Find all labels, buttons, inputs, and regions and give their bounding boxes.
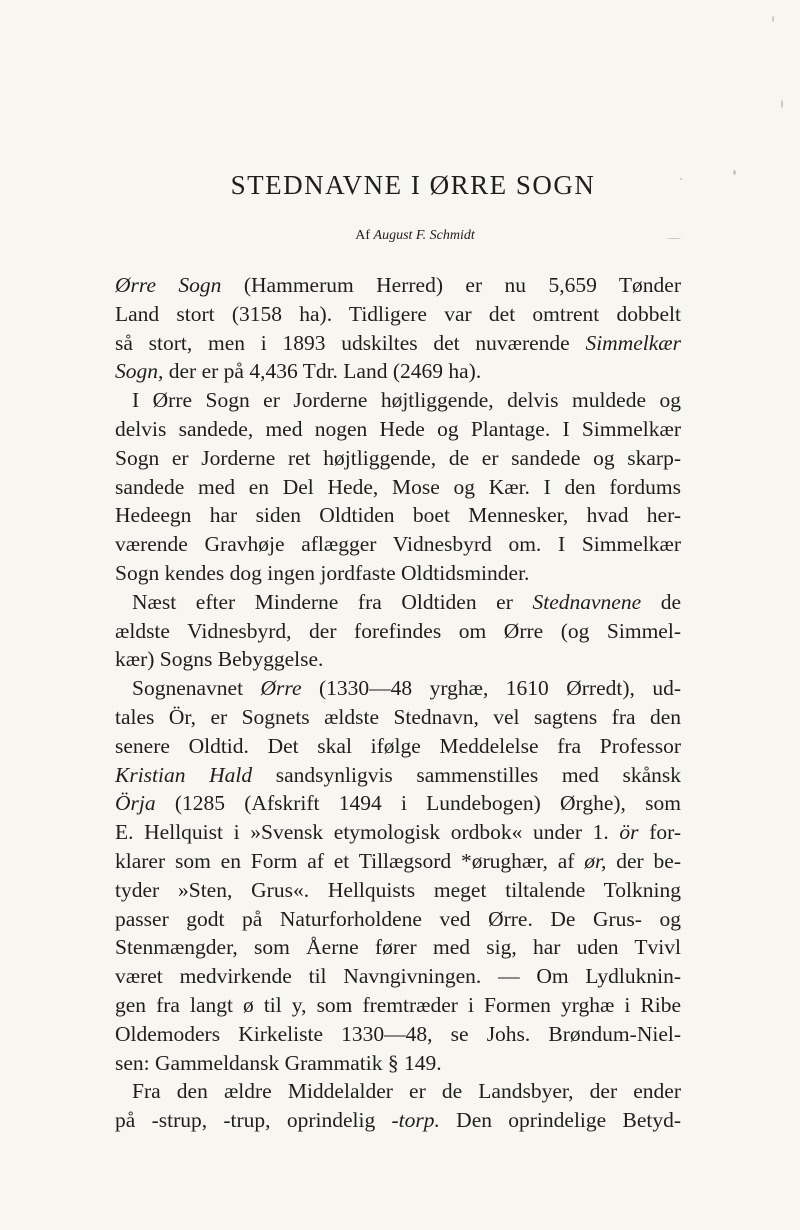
text-line (115, 530, 681, 558)
text-line (115, 876, 681, 904)
text-segment: (1330—48 yrghæ, 1610 Ørredt), ud- (301, 676, 681, 701)
paper-speck (772, 16, 774, 22)
italic-text: -torp. (391, 1108, 440, 1133)
text-line (115, 1106, 681, 1134)
text-segment: (Hammerum Herred) er nu 5,659 Tønder (221, 273, 681, 297)
text-line (115, 501, 681, 529)
text-segment: Stenmængder, som Åerne fører med sig, har uden Tvivl (115, 935, 681, 960)
text-line (115, 962, 681, 990)
text-segment: for- (638, 820, 681, 845)
text-segment: kær) Sogns Bebyggelse. (115, 647, 324, 672)
text-segment: tyder »Sten, Grus«. Hellquists meget tiltalende Tolkning (115, 877, 681, 902)
text-segment: passer godt på Naturforholdene ved Ørre. De Grus- og (115, 906, 681, 931)
text-segment: så stort, men i 1893 udskiltes det nuværende (115, 330, 586, 355)
text-line (132, 674, 681, 702)
text-line (115, 703, 681, 731)
text-segment: sen: Gammeldansk Grammatik § 149. (115, 1050, 442, 1075)
text-segment: senere Oldtid. Det skal ifølge Meddelelse fra Professor (115, 733, 681, 758)
byline-prefix: Af (355, 228, 371, 243)
text-segment: gen fra langt ø til y, som fremtræder i Formen yrghæ i Ribe (115, 993, 681, 1017)
text-line (132, 588, 681, 616)
text-line (115, 847, 681, 875)
text-line (115, 1049, 681, 1077)
italic-text: Kristian Hald (115, 762, 253, 787)
text-line (115, 645, 681, 673)
text-line (132, 386, 681, 414)
text-segment: Hedeegn har siden Oldtiden boet Mennesker, hvad her- (115, 503, 681, 528)
text-segment: Oldemoders Kirkeliste 1330—48, se Johs. Brøndum-Niel- (115, 1021, 681, 1046)
italic-text: Ørre Sogn (115, 273, 222, 297)
text-segment: klarer som en Form af et Tillægsord *ørughær, af (115, 849, 585, 873)
text-line (115, 329, 681, 357)
text-line (115, 300, 681, 328)
italic-text: Örja (115, 791, 156, 816)
text-segment: Sogn er Jorderne ret højtliggende, de er sandede og skarp- (115, 445, 681, 470)
text-segment: ældste Vidnesbyrd, der forefindes om Ørre (og Simmel- (115, 618, 681, 643)
text-line (115, 1020, 681, 1048)
paper-speck (781, 100, 783, 108)
text-segment: Den oprindelige Betyd- (439, 1108, 681, 1133)
byline (0, 228, 800, 244)
text-segment: Land stort (3158 ha). Tidligere var det omtrent dobbelt (115, 301, 681, 326)
text-segment: Sognenavnet (132, 676, 261, 701)
text-line (115, 732, 681, 760)
text-segment: tales Ör, er Sognets ældste Stednavn, vel sagtens fra den (115, 705, 681, 729)
text-segment: på -strup, -trup, oprindelig (115, 1108, 392, 1133)
italic-text: Simmelkær (585, 330, 681, 355)
text-segment: Næst efter Minderne fra Oldtiden er (132, 589, 533, 614)
page-title: STEDNAVNE I ØRRE SOGN (230, 170, 596, 200)
text-line (115, 905, 681, 933)
text-line (115, 789, 681, 817)
text-line (132, 1077, 681, 1105)
paper-speck (733, 170, 736, 175)
author-name: August F. Schmidt (373, 228, 475, 243)
text-line (115, 473, 681, 501)
paper-speck (667, 238, 681, 239)
text-line (115, 761, 681, 789)
text-segment: I Ørre Sogn er Jorderne højtliggende, delvis muldede og (132, 388, 681, 413)
text-segment: (1285 (Afskrift 1494 i Lundebogen) Ørghe), som (155, 791, 681, 816)
text-segment: sandede med en Del Hede, Mose og Kær. I den fordums (115, 474, 681, 499)
text-line (115, 991, 681, 1019)
text-line (115, 357, 681, 385)
text-segment: delvis sandede, med nogen Hede og Plantage. I Simmelkær (115, 417, 681, 441)
text-segment: E. Hellquist i »Svensk etymologisk ordbok« under 1. (115, 820, 620, 845)
text-segment: der be- (606, 849, 681, 873)
text-segment: de (641, 589, 681, 614)
text-line (115, 818, 681, 846)
text-segment: Sogn kendes dog ingen jordfaste Oldtidsminder. (115, 561, 530, 585)
italic-text: ör (619, 820, 639, 845)
italic-text: ør, (584, 849, 607, 873)
text-segment: sandsynligvis sammenstilles med skånsk (252, 762, 681, 787)
text-segment: været medvirkende til Navngivningen. — Om Lydluknin- (115, 964, 681, 989)
text-segment: der er på 4,436 Tdr. Land (2469 ha). (163, 359, 482, 384)
text-line (115, 559, 681, 587)
italic-text: Stednavnene (532, 589, 642, 614)
paper-speck (680, 178, 682, 180)
text-line (115, 271, 681, 299)
italic-text: Sogn, (115, 359, 164, 384)
text-line (115, 415, 681, 443)
italic-text: Ørre (260, 676, 302, 701)
text-line (115, 617, 681, 645)
text-segment: Fra den ældre Middelalder er de Landsbyer, der ender (132, 1079, 681, 1104)
text-line (115, 933, 681, 961)
text-line (115, 444, 681, 472)
text-segment: værende Gravhøje aflægger Vidnesbyrd om. I Simmelkær (115, 532, 681, 557)
